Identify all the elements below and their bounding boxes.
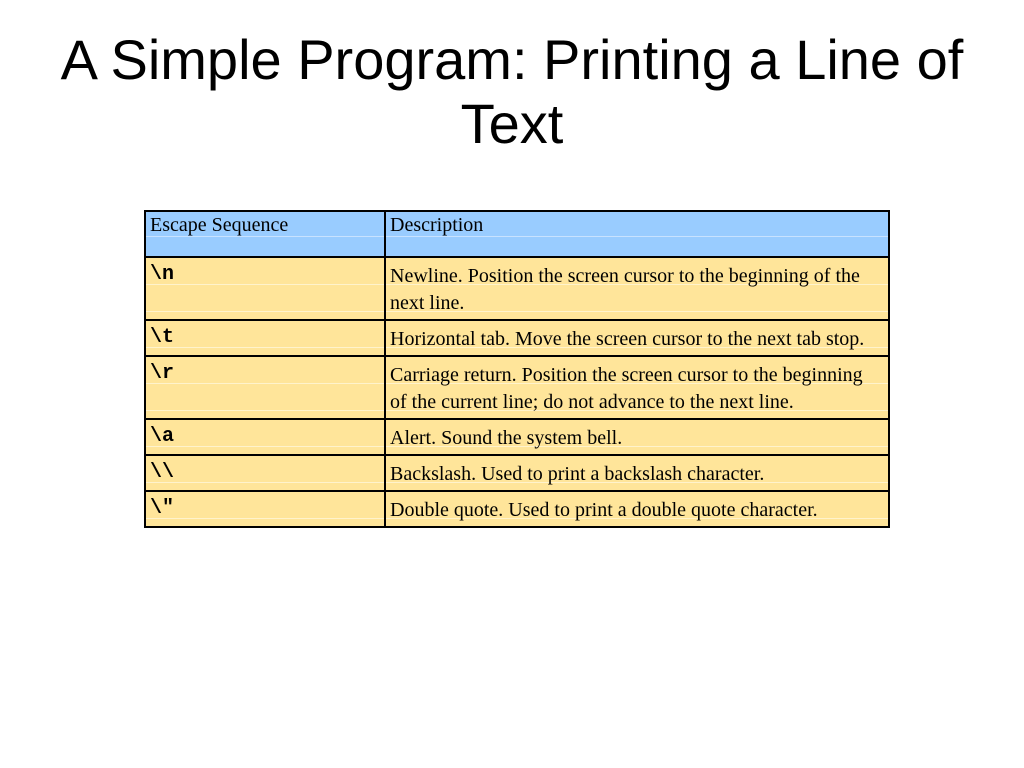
description-cell xyxy=(385,356,889,419)
table-row xyxy=(145,356,889,419)
column-header-description: Description xyxy=(385,211,889,257)
escape-sequence-code: \t xyxy=(150,326,175,349)
escape-sequence-cell xyxy=(145,356,385,419)
slide-title: A Simple Program: Printing a Line of Text xyxy=(60,28,964,155)
escape-sequence-code: \r xyxy=(150,362,175,385)
escape-sequence-code: \a xyxy=(150,425,175,448)
escape-sequence-cell xyxy=(145,320,385,356)
escape-sequence-table xyxy=(144,210,890,528)
escape-sequence-cell xyxy=(145,491,385,527)
escape-sequence-code: \\ xyxy=(150,461,175,484)
table-row xyxy=(145,491,889,527)
escape-sequence-cell xyxy=(145,419,385,455)
description-text: Backslash. Used to print a backslash character. xyxy=(390,463,765,485)
table-row xyxy=(145,320,889,356)
escape-sequence-code: \" xyxy=(150,497,175,520)
description-text: Alert. Sound the system bell. xyxy=(390,427,623,449)
description-cell xyxy=(385,257,889,320)
table-row xyxy=(145,257,889,320)
description-text: Newline. Position the screen cursor to the beginning of the next line. xyxy=(390,265,860,314)
description-cell xyxy=(385,455,889,491)
escape-sequence-code: \n xyxy=(150,263,175,286)
column-header-escape-sequence: Escape Sequence xyxy=(145,211,385,257)
description-text: Double quote. Used to print a double quote character. xyxy=(390,499,818,521)
description-text: Horizontal tab. Move the screen cursor to the next tab stop. xyxy=(390,328,865,350)
description-text: Carriage return. Position the screen cursor to the beginning of the current line; do not advance to the next line. xyxy=(390,364,863,413)
table-row xyxy=(145,455,889,491)
description-cell xyxy=(385,419,889,455)
table-row xyxy=(145,419,889,455)
description-cell xyxy=(385,320,889,356)
table-header-row xyxy=(145,211,889,257)
escape-sequence-cell xyxy=(145,455,385,491)
escape-sequence-cell xyxy=(145,257,385,320)
description-cell xyxy=(385,491,889,527)
